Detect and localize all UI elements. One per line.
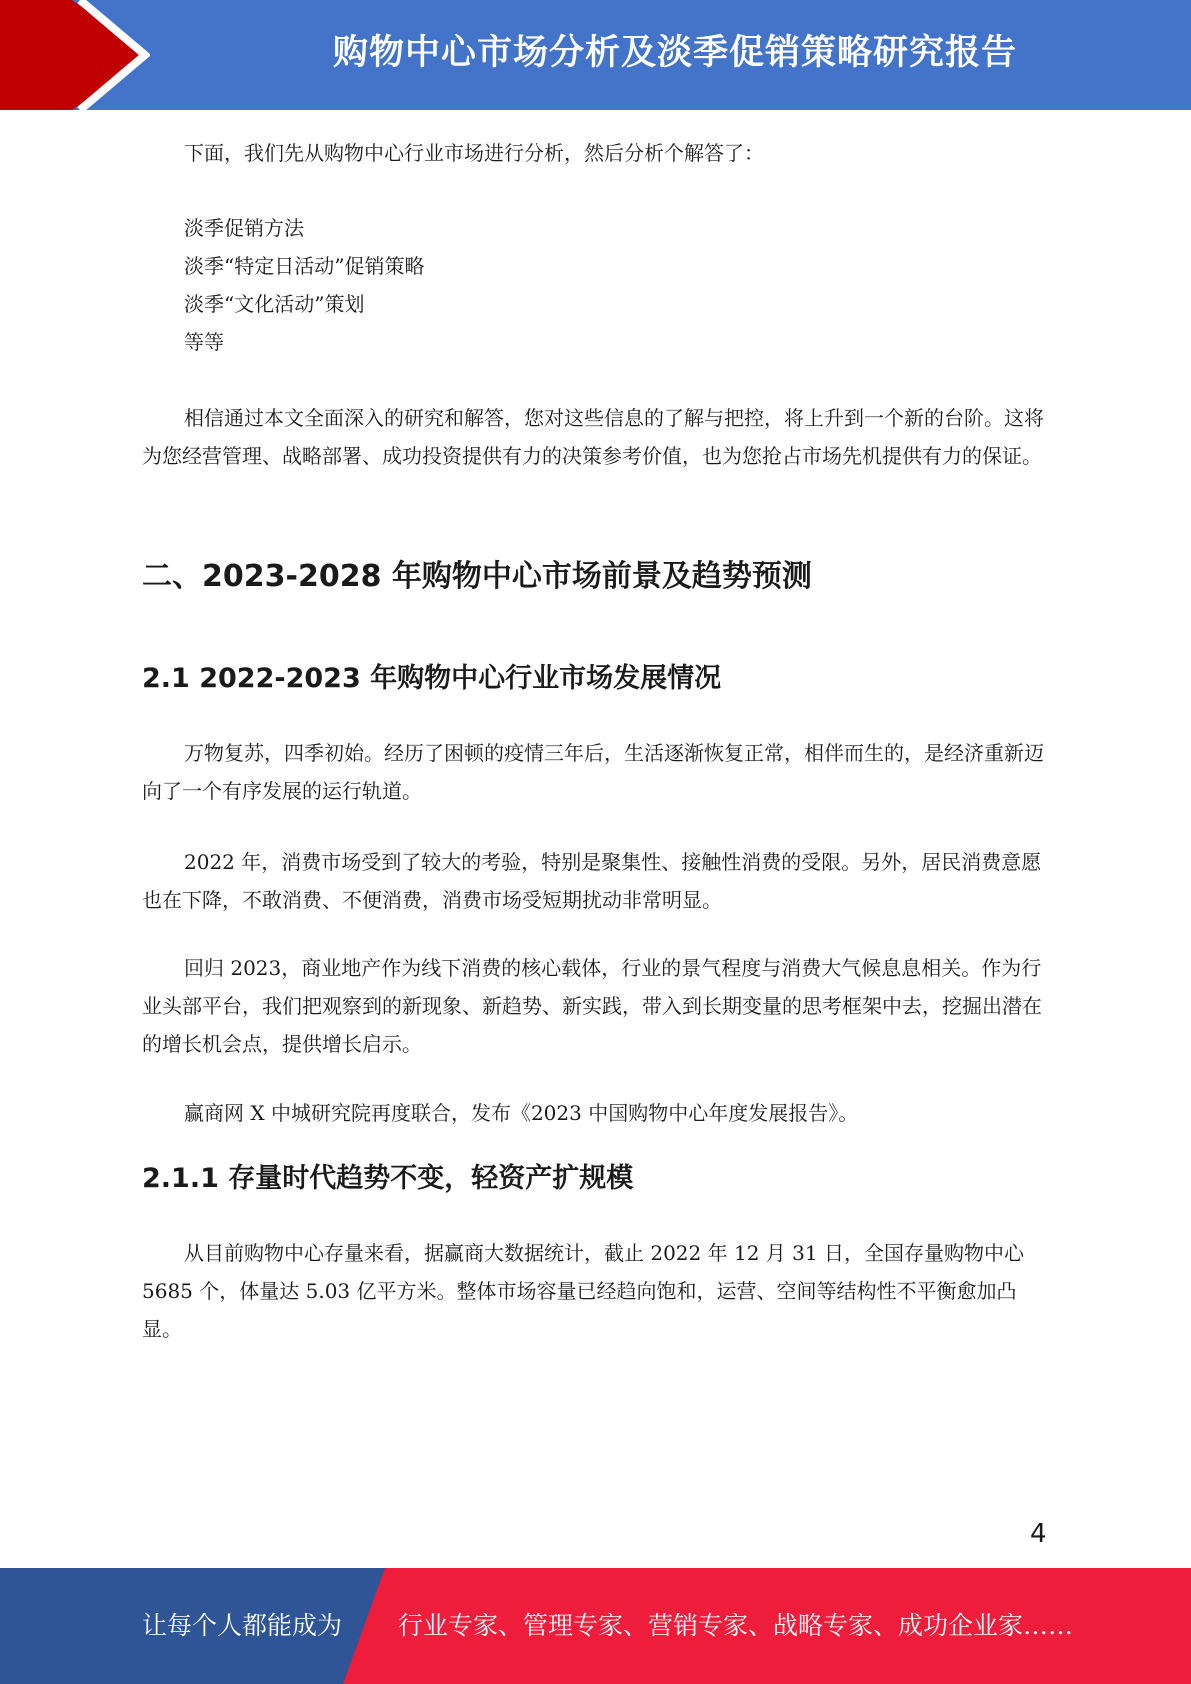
intro-list-item: 淡季促销方法 — [184, 216, 304, 240]
intro-list-item: 淡季“特定日活动”促销策略 — [184, 254, 425, 278]
page-header — [0, 0, 1191, 110]
intro-list-item: 等等 — [184, 330, 224, 354]
report-title: 购物中心市场分析及淡季促销策略研究报告 — [332, 33, 1017, 73]
section-heading: 二、2023-2028 年购物中心市场前景及趋势预测 — [142, 559, 812, 594]
body-paragraph: 万物复苏，四季初始。经历了困顿的疫情三年后，生活逐渐恢复正常，相伴而生的，是经济重新迈向了一个有序发展的运行轨道。 — [142, 741, 1044, 803]
body-paragraph: 从目前购物中心存量来看，据赢商大数据统计，截止 2022 年 12 月 31 日，全国存量购物中心 5685 个，体量达 5.03 亿平方米。整体市场容量已经趋向饱和，运营、空间等结构性不平衡愈加凸显。 — [142, 1241, 1024, 1341]
page-footer — [0, 1568, 1191, 1684]
body-paragraph: 赢商网 X 中城研究院再度联合，发布《2023 中国购物中心年度发展报告》。 — [184, 1101, 859, 1125]
subsection-heading: 2.1.1 存量时代趋势不变，轻资产扩规模 — [142, 1163, 634, 1194]
subsection-heading: 2.1 2022-2023 年购物中心行业市场发展情况 — [142, 663, 722, 694]
header-red-arrow-decoration — [0, 0, 150, 110]
body-paragraph: 2022 年，消费市场受到了较大的考验，特别是聚集性、接触性消费的受限。另外，居民消费意愿也在下降，不敢消费、不便消费，消费市场受短期扰动非常明显。 — [142, 850, 1042, 912]
footer-slogan-right: 行业专家、管理专家、营销专家、战略专家、成功企业家…… — [398, 1611, 1074, 1640]
intro-closing-paragraph: 相信通过本文全面深入的研究和解答，您对这些信息的了解与把控，将上升到一个新的台阶。这将为您经营管理、战略部署、成功投资提供有力的决策参考价值，也为您抢占市场先机提供有力的保证。 — [142, 406, 1044, 468]
page-number: 4 — [1030, 1519, 1047, 1549]
intro-list-item: 淡季“文化活动”策划 — [184, 292, 365, 316]
intro-lead: 下面，我们先从购物中心行业市场进行分析，然后分析个解答了： — [184, 141, 764, 165]
body-paragraph: 回归 2023，商业地产作为线下消费的核心载体，行业的景气程度与消费大气候息息相关。作为行业头部平台，我们把观察到的新现象、新趋势、新实践，带入到长期变量的思考框架中去，挖掘出潜在的增长机会点，提供增长启示。 — [142, 956, 1042, 1056]
footer-slogan-left: 让每个人都能成为 — [142, 1611, 343, 1640]
